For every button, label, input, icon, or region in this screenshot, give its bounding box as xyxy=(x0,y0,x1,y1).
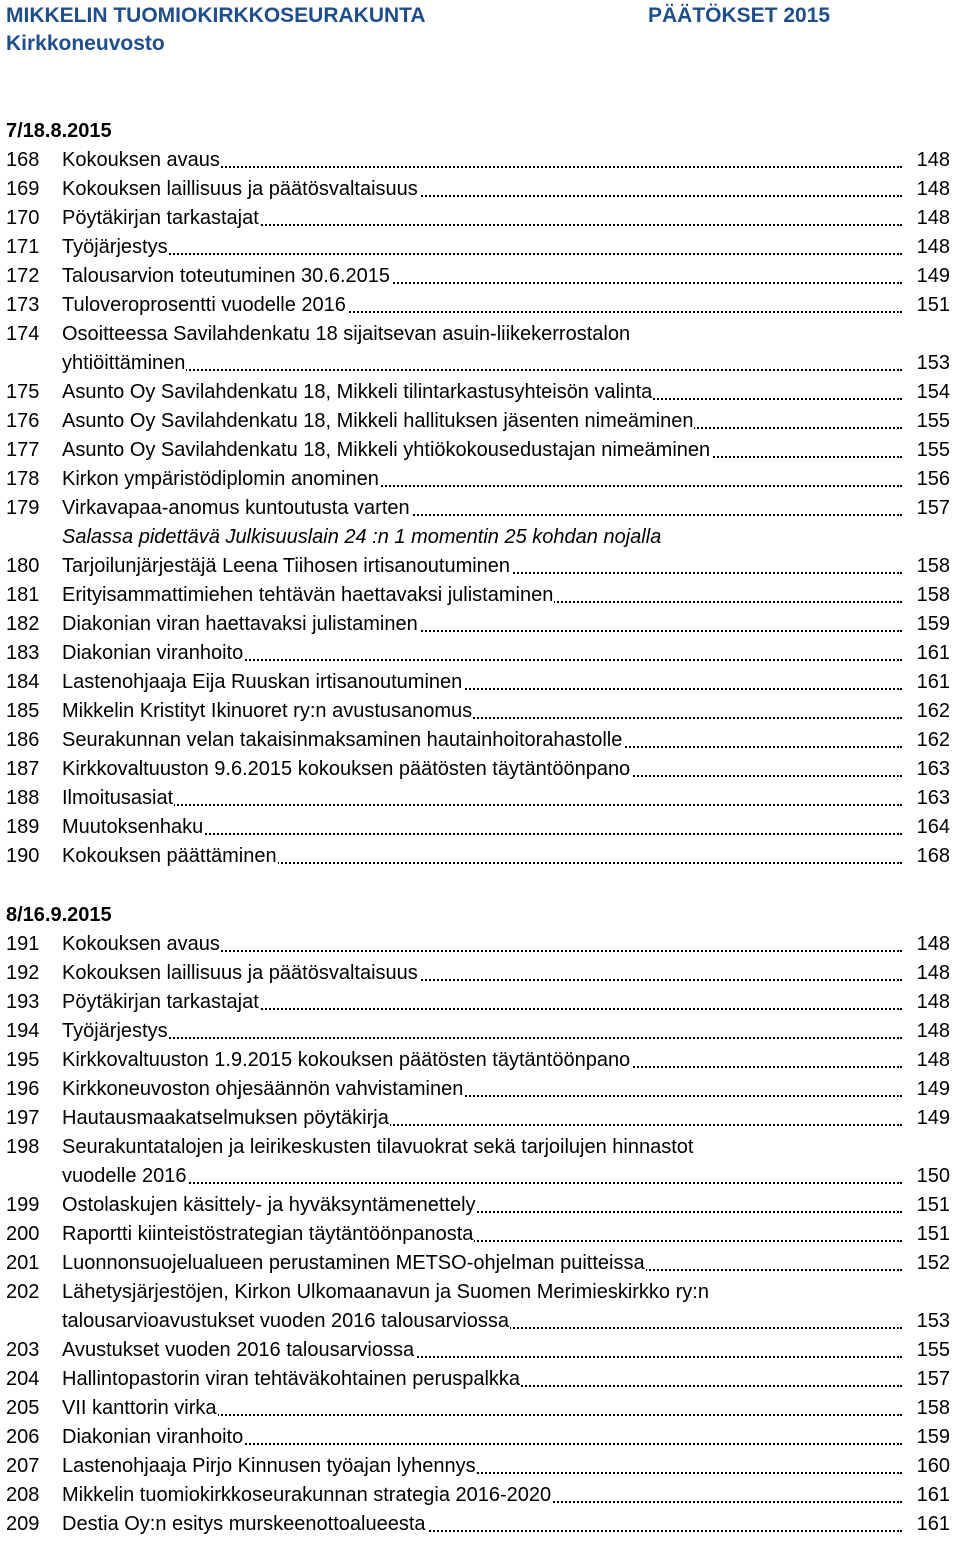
toc-entry[interactable] xyxy=(6,581,950,610)
toc-entry-body xyxy=(62,581,950,610)
toc-entry-page: 151 xyxy=(904,1191,950,1220)
toc-entry-body xyxy=(62,755,950,784)
document-header-title: PÄÄTÖKSET 2015 xyxy=(648,4,831,27)
toc-entry-body xyxy=(62,1191,950,1220)
toc-entry-title: Raportti kiinteistöstrategian täytäntöönpanosta xyxy=(62,1223,474,1245)
toc-entry-title: Pöytäkirjan tarkastajat xyxy=(62,207,259,229)
toc-entry-title: Lastenohjaaja Eija Ruuskan irtisanoutuminen xyxy=(62,671,463,693)
toc-entry-line xyxy=(62,1191,950,1220)
toc-entry-page: 160 xyxy=(904,1452,950,1481)
toc-entry-body xyxy=(62,320,950,378)
toc-entry-line xyxy=(62,697,950,726)
toc-entry-page: 161 xyxy=(904,1510,950,1539)
toc-entry-body xyxy=(62,1133,950,1191)
toc-entry[interactable] xyxy=(6,494,950,523)
toc-entry-body xyxy=(62,1249,950,1278)
toc-entry-number: 174 xyxy=(6,323,40,345)
toc-entry-line xyxy=(62,1075,950,1104)
toc-entry[interactable] xyxy=(6,959,950,988)
toc-entry-body xyxy=(62,1423,950,1452)
toc-entry-body xyxy=(62,233,950,262)
toc-entry[interactable] xyxy=(6,552,950,581)
toc-entry-page: 151 xyxy=(904,1220,950,1249)
toc-entry-number: 190 xyxy=(6,845,40,867)
toc-entry-title: vuodelle 2016 xyxy=(62,1165,187,1187)
toc-entry[interactable] xyxy=(6,842,950,871)
toc-entry-line xyxy=(62,1452,950,1481)
toc-entry-body xyxy=(62,1336,950,1365)
toc-entry-page: 161 xyxy=(904,1481,950,1510)
toc-entry[interactable] xyxy=(6,1394,950,1423)
toc-entry-line xyxy=(62,726,950,755)
toc-entry-line xyxy=(62,1133,950,1162)
toc-entry-page: 148 xyxy=(904,1046,950,1075)
toc-entry-page: 158 xyxy=(904,552,950,581)
toc-entry-line xyxy=(62,1278,950,1307)
toc-entry-page: 161 xyxy=(904,639,950,668)
toc-entry[interactable] xyxy=(6,930,950,959)
toc-entry-page: 155 xyxy=(904,436,950,465)
toc-entry-body xyxy=(62,813,950,842)
toc-entry-number: 169 xyxy=(6,178,40,200)
toc-entry-line xyxy=(62,1104,950,1133)
toc-entry-number: 168 xyxy=(6,149,40,171)
toc-entry-number: 184 xyxy=(6,671,40,693)
toc-entry-number: 183 xyxy=(6,642,40,664)
toc-entry-page: 164 xyxy=(904,813,950,842)
toc-entry[interactable] xyxy=(6,726,950,755)
dot-leader xyxy=(62,369,902,371)
toc-entry-page: 148 xyxy=(904,146,950,175)
toc-entry[interactable] xyxy=(6,262,950,291)
toc-entry-number: 208 xyxy=(6,1484,40,1506)
toc-entry[interactable] xyxy=(6,291,950,320)
toc-entry[interactable] xyxy=(6,813,950,842)
toc-entry-line xyxy=(62,784,950,813)
toc-entry-number: 191 xyxy=(6,933,40,955)
toc-entry-page: 149 xyxy=(904,1104,950,1133)
toc-entry-number: 201 xyxy=(6,1252,40,1274)
toc-entry-line xyxy=(62,465,950,494)
toc-entry-number: 196 xyxy=(6,1078,40,1100)
toc-entry[interactable] xyxy=(6,1075,950,1104)
toc-entry-body xyxy=(62,610,950,639)
toc-entry-line xyxy=(62,494,950,523)
toc-entry-body xyxy=(62,1046,950,1075)
toc-entry-number: 189 xyxy=(6,816,40,838)
toc-entry[interactable] xyxy=(6,320,950,378)
toc-list-meeting-7 xyxy=(6,146,950,871)
toc-entry-line xyxy=(62,1365,950,1394)
toc-entry-body xyxy=(62,842,950,871)
toc-entry-title: Kokouksen laillisuus ja päätösvaltaisuus xyxy=(62,962,418,984)
toc-entry-title: Asunto Oy Savilahdenkatu 18, Mikkeli yhtiökokousedustajan nimeäminen xyxy=(62,439,711,461)
toc-entry-number: 202 xyxy=(6,1281,40,1303)
toc-entry[interactable] xyxy=(6,755,950,784)
toc-entry-title: Asunto Oy Savilahdenkatu 18, Mikkeli tilintarkastusyhteisön valinta xyxy=(62,381,653,403)
toc-entry-line xyxy=(62,959,950,988)
toc-entry[interactable] xyxy=(6,465,950,494)
toc-entry-number: 197 xyxy=(6,1107,40,1129)
toc-entry-title: Luonnonsuojelualueen perustaminen METSO-ohjelman puitteissa xyxy=(62,1252,645,1274)
toc-entry-page: 153 xyxy=(904,349,950,378)
toc-entry-number: 186 xyxy=(6,729,40,751)
toc-entry-title: Tuloveroprosentti vuodelle 2016 xyxy=(62,294,346,316)
toc-entry-body xyxy=(62,1278,950,1336)
toc-entry-line xyxy=(62,842,950,871)
toc-entry-body xyxy=(62,262,950,291)
toc-entry-page: 157 xyxy=(904,494,950,523)
toc-entry-title: Osoitteessa Savilahdenkatu 18 sijaitsevan asuin-liikekerrostalon xyxy=(62,323,631,345)
toc-entry-title: Seurakuntatalojen ja leirikeskusten tilavuokrat sekä tarjoilujen hinnastot xyxy=(62,1136,694,1158)
toc-entry-body xyxy=(62,1017,950,1046)
toc-entry[interactable] xyxy=(6,1481,950,1510)
toc-entry-title: Destia Oy:n esitys murskeenottoalueesta xyxy=(62,1513,426,1535)
toc-entry-line xyxy=(62,320,950,349)
toc-entry-number: 205 xyxy=(6,1397,40,1419)
toc-entry[interactable] xyxy=(6,1249,950,1278)
toc-entry[interactable] xyxy=(6,204,950,233)
toc-entry-line xyxy=(62,1046,950,1075)
toc-entry-number: 200 xyxy=(6,1223,40,1245)
toc-entry-body xyxy=(62,1394,950,1423)
toc-entry-title: Diakonian viran haettavaksi julistaminen xyxy=(62,613,418,635)
toc-entry-page: 157 xyxy=(904,1365,950,1394)
toc-entry-body xyxy=(62,1510,950,1539)
toc-entry-body xyxy=(62,726,950,755)
toc-entry-line xyxy=(62,1336,950,1365)
toc-entry-title: Kirkkovaltuuston 1.9.2015 kokouksen päätösten täytäntöönpano xyxy=(62,1049,631,1071)
toc-entry-line xyxy=(62,813,950,842)
toc-entry-number: 207 xyxy=(6,1455,40,1477)
toc-entry-body xyxy=(62,1481,950,1510)
dot-leader xyxy=(62,253,902,255)
toc-entry-line xyxy=(62,1481,950,1510)
toc-entry-page: 149 xyxy=(904,1075,950,1104)
toc-entry[interactable] xyxy=(6,1510,950,1539)
toc-entry-body xyxy=(62,988,950,1017)
toc-entry-title: Muutoksenhaku xyxy=(62,816,204,838)
toc-entry[interactable] xyxy=(6,1220,950,1249)
toc-entry-page: 158 xyxy=(904,1394,950,1423)
toc-entry-body xyxy=(62,465,950,494)
toc-entry-line xyxy=(62,1307,950,1336)
toc-entry-page: 159 xyxy=(904,1423,950,1452)
toc-entry[interactable] xyxy=(6,1336,950,1365)
toc-entry-number: 195 xyxy=(6,1049,40,1071)
toc-entry-line xyxy=(62,407,950,436)
dot-leader xyxy=(62,1037,902,1039)
toc-entry-number: 182 xyxy=(6,613,40,635)
toc-entry[interactable] xyxy=(6,146,950,175)
toc-entry[interactable] xyxy=(6,697,950,726)
toc-entry-line xyxy=(62,1249,950,1278)
dot-leader xyxy=(62,804,902,806)
toc-entry[interactable] xyxy=(6,610,950,639)
toc-entry-page: 151 xyxy=(904,291,950,320)
toc-entry-number: 199 xyxy=(6,1194,40,1216)
toc-entry-line xyxy=(62,1162,950,1191)
toc-entry[interactable] xyxy=(6,1365,950,1394)
toc-entry-page: 163 xyxy=(904,755,950,784)
toc-entry-title: Työjärjestys xyxy=(62,236,168,258)
toc-entry-number: 206 xyxy=(6,1426,40,1448)
toc-entry-number: 171 xyxy=(6,236,40,258)
toc-entry-title: Talousarvion toteutuminen 30.6.2015 xyxy=(62,265,391,287)
toc-entry-title: Kirkkovaltuuston 9.6.2015 kokouksen päätösten täytäntöönpano xyxy=(62,758,631,780)
toc-entry-body xyxy=(62,552,950,581)
toc-entry-line xyxy=(62,1394,950,1423)
toc-entry-line xyxy=(62,204,950,233)
toc-entry-line xyxy=(62,610,950,639)
toc-entry[interactable] xyxy=(6,233,950,262)
toc-entry-line xyxy=(62,1510,950,1539)
toc-entry-number: 180 xyxy=(6,555,40,577)
toc-entry-page: 161 xyxy=(904,668,950,697)
toc-entry-page: 168 xyxy=(904,842,950,871)
toc-entry[interactable] xyxy=(6,378,950,407)
toc-entry-number: 187 xyxy=(6,758,40,780)
toc-entry-line xyxy=(62,1423,950,1452)
toc-entry-number: 177 xyxy=(6,439,40,461)
toc-entry-line xyxy=(62,146,950,175)
toc-list-meeting-8 xyxy=(6,930,950,1539)
toc-entry-number: 194 xyxy=(6,1020,40,1042)
toc-entry-line xyxy=(62,262,950,291)
toc-entry-number: 193 xyxy=(6,991,40,1013)
toc-entry-line xyxy=(62,436,950,465)
toc-entry[interactable] xyxy=(6,1017,950,1046)
toc-entry-page: 162 xyxy=(904,726,950,755)
toc-entry[interactable] xyxy=(6,436,950,465)
toc-entry[interactable] xyxy=(6,1104,950,1133)
toc-entry-body xyxy=(62,1075,950,1104)
toc-entry-title: Pöytäkirjan tarkastajat xyxy=(62,991,259,1013)
toc-entry-line xyxy=(62,639,950,668)
toc-entry-body xyxy=(62,639,950,668)
toc-entry-number: 209 xyxy=(6,1513,40,1535)
toc-entry-body xyxy=(62,959,950,988)
toc-entry-page: 156 xyxy=(904,465,950,494)
toc-entry-body xyxy=(62,494,950,523)
toc-entry-line xyxy=(62,552,950,581)
toc-entry-page: 148 xyxy=(904,204,950,233)
toc-entry-body xyxy=(62,1220,950,1249)
toc-entry-page: 153 xyxy=(904,1307,950,1336)
toc-entry-body xyxy=(62,668,950,697)
toc-entry-body xyxy=(62,1365,950,1394)
toc-entry-title: Mikkelin Kristityt Ikinuoret ry:n avustusanomus xyxy=(62,700,473,722)
toc-entry-page: 163 xyxy=(904,784,950,813)
toc-entry[interactable] xyxy=(6,988,950,1017)
toc-entry-body xyxy=(62,407,950,436)
toc-entry-line xyxy=(62,988,950,1017)
toc-entry[interactable] xyxy=(6,1133,950,1191)
toc-entry-page: 155 xyxy=(904,1336,950,1365)
section-title-meeting-8: 8/16.9.2015 xyxy=(6,904,112,926)
toc-entry-body xyxy=(62,1104,950,1133)
document-header-organization: MIKKELIN TUOMIOKIRKKOSEURAKUNTA xyxy=(6,4,426,27)
toc-entry-body xyxy=(62,175,950,204)
toc-entry[interactable] xyxy=(6,1046,950,1075)
toc-entry-title: Lähetysjärjestöjen, Kirkon Ulkomaanavun ja Suomen Merimieskirkko ry:n xyxy=(62,1281,709,1303)
toc-entry-line xyxy=(62,1220,950,1249)
toc-entry-number: 203 xyxy=(6,1339,40,1361)
toc-entry[interactable] xyxy=(6,407,950,436)
toc-entry-number: 181 xyxy=(6,584,40,606)
toc-entry[interactable] xyxy=(6,1191,950,1220)
toc-entry-body xyxy=(62,697,950,726)
toc-entry-page: 150 xyxy=(904,1162,950,1191)
toc-entry-title: Asunto Oy Savilahdenkatu 18, Mikkeli hallituksen jäsenten nimeäminen xyxy=(62,410,694,432)
toc-entry-title: Kokouksen päättäminen xyxy=(62,845,277,867)
toc-entry-title: Kokouksen avaus xyxy=(62,149,220,171)
toc-entry[interactable] xyxy=(6,668,950,697)
toc-entry[interactable] xyxy=(6,639,950,668)
toc-entry-body xyxy=(62,1452,950,1481)
toc-entry-number: 178 xyxy=(6,468,40,490)
toc-entry-page: 159 xyxy=(904,610,950,639)
toc-entry-page: 149 xyxy=(904,262,950,291)
toc-entry-line xyxy=(62,291,950,320)
toc-entry[interactable] xyxy=(6,1278,950,1336)
toc-entry-title: Diakonian viranhoito xyxy=(62,1426,244,1448)
toc-entry-title: Seurakunnan velan takaisinmaksaminen hautainhoitorahastolle xyxy=(62,729,623,751)
toc-entry-title: Kirkon ympäristödiplomin anominen xyxy=(62,468,379,490)
toc-entry-page: 148 xyxy=(904,1017,950,1046)
toc-entry-page: 148 xyxy=(904,988,950,1017)
toc-note: Salassa pidettävä Julkisuuslain 24 :n 1 momentin 25 kohdan nojalla xyxy=(62,526,662,548)
toc-entry-number: 185 xyxy=(6,700,40,722)
toc-entry-title: Lastenohjaaja Pirjo Kinnusen työajan lyhennys xyxy=(62,1455,476,1477)
document-header-body: Kirkkoneuvosto xyxy=(6,32,165,55)
toc-entry[interactable] xyxy=(6,784,950,813)
toc-entry-number: 192 xyxy=(6,962,40,984)
toc-entry-line xyxy=(62,1017,950,1046)
toc-entry-title: Kirkkoneuvoston ohjesäännön vahvistaminen xyxy=(62,1078,464,1100)
toc-entry-page: 155 xyxy=(904,407,950,436)
toc-entry-line xyxy=(62,233,950,262)
toc-entry-page: 162 xyxy=(904,697,950,726)
toc-entry-number: 188 xyxy=(6,787,40,809)
toc-entry-title: VII kanttorin virka xyxy=(62,1397,217,1419)
toc-entry-line xyxy=(62,175,950,204)
toc-entry-title: Hautausmaakatselmuksen pöytäkirja xyxy=(62,1107,389,1129)
toc-entry-title: Virkavapaa-anomus kuntoutusta varten xyxy=(62,497,410,519)
toc-entry-body xyxy=(62,784,950,813)
toc-entry-number: 173 xyxy=(6,294,40,316)
toc-entry-page: 152 xyxy=(904,1249,950,1278)
toc-entry-number: 176 xyxy=(6,410,40,432)
toc-entry-title: Mikkelin tuomiokirkkoseurakunnan strategia 2016-2020 xyxy=(62,1484,552,1506)
toc-entry[interactable] xyxy=(6,1452,950,1481)
toc-entry-title: Kokouksen laillisuus ja päätösvaltaisuus xyxy=(62,178,418,200)
toc-entry-title: Erityisammattimiehen tehtävän haettavaksi julistaminen xyxy=(62,584,554,606)
toc-entry-body xyxy=(62,378,950,407)
toc-entry-title: Kokouksen avaus xyxy=(62,933,220,955)
toc-entry-page: 148 xyxy=(904,175,950,204)
toc-entry-title: yhtiöittäminen xyxy=(62,352,186,374)
toc-entry-body xyxy=(62,146,950,175)
toc-entry-line xyxy=(62,668,950,697)
toc-entry-line xyxy=(62,349,950,378)
toc-entry-line xyxy=(62,930,950,959)
toc-entry-number: 170 xyxy=(6,207,40,229)
toc-entry-body xyxy=(62,204,950,233)
toc-entry-title: Ostolaskujen käsittely- ja hyväksyntämenettely xyxy=(62,1194,476,1216)
toc-entry-page: 148 xyxy=(904,930,950,959)
toc-entry-page: 158 xyxy=(904,581,950,610)
toc-entry-line xyxy=(62,581,950,610)
toc-entry-body xyxy=(62,291,950,320)
toc-entry-number: 179 xyxy=(6,497,40,519)
toc-entry-number: 198 xyxy=(6,1136,40,1158)
toc-entry-title: Ilmoitusasiat xyxy=(62,787,174,809)
toc-entry-title: Avustukset vuoden 2016 talousarviossa xyxy=(62,1339,415,1361)
toc-entry-number: 204 xyxy=(6,1368,40,1390)
toc-entry-page: 154 xyxy=(904,378,950,407)
toc-entry-line xyxy=(62,378,950,407)
toc-entry[interactable] xyxy=(6,175,950,204)
toc-entry-page: 148 xyxy=(904,959,950,988)
toc-entry-body xyxy=(62,930,950,959)
toc-entry-line xyxy=(62,755,950,784)
dot-leader xyxy=(62,1182,902,1184)
toc-entry-number: 172 xyxy=(6,265,40,287)
toc-entry[interactable] xyxy=(6,1423,950,1452)
toc-entry-title: talousarvioavustukset vuoden 2016 talousarviossa xyxy=(62,1310,509,1332)
toc-entry-number: 175 xyxy=(6,381,40,403)
section-title-meeting-7: 7/18.8.2015 xyxy=(6,120,112,142)
toc-entry-page: 148 xyxy=(904,233,950,262)
toc-entry-title: Diakonian viranhoito xyxy=(62,642,244,664)
toc-entry-title: Tarjoilunjärjestäjä Leena Tiihosen irtisanoutuminen xyxy=(62,555,511,577)
toc-entry-body xyxy=(62,436,950,465)
toc-entry-title: Hallintopastorin viran tehtäväkohtainen peruspalkka xyxy=(62,1368,521,1390)
toc-entry-title: Työjärjestys xyxy=(62,1020,168,1042)
